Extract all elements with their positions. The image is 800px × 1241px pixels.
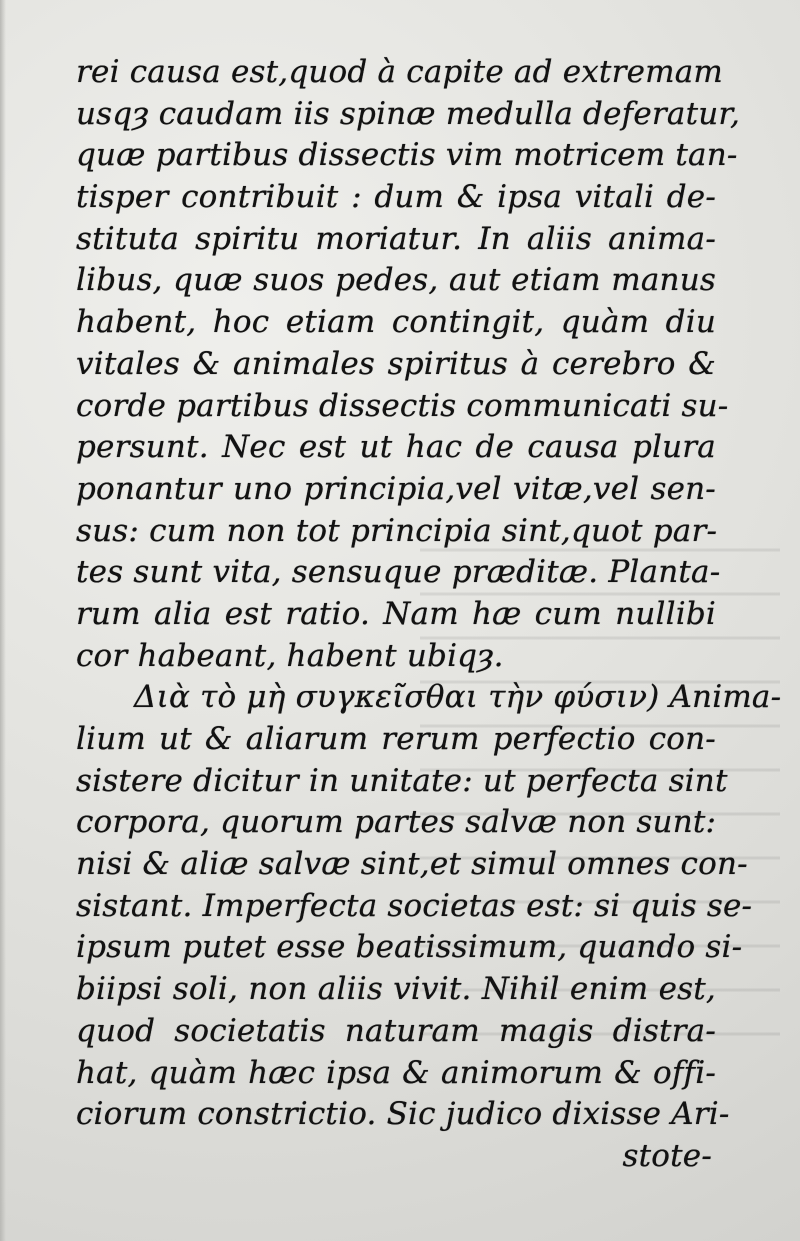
text-line: cor habeant, habent ubiqȝ. xyxy=(76,637,504,674)
text-line: ciorum constrictio. Sic judico dixisse Ari- xyxy=(76,1096,730,1133)
text-line: corde partibus dissectis communicati su- xyxy=(76,387,729,424)
text-line: lium ut & aliarum rerum perfectio con- xyxy=(76,721,716,757)
text-line: tes sunt vita, sensuque præditæ. Planta- xyxy=(76,554,721,591)
page-edge-shadow xyxy=(0,0,6,1241)
text-line: rei causa est,quod à capite ad extremam xyxy=(76,54,724,90)
catchword: stote- xyxy=(622,1137,712,1174)
text-line: tisper contribuit : dum & ipsa vitali de- xyxy=(76,179,716,216)
text-line: quod societatis naturam magis distra- xyxy=(76,1012,716,1049)
text-line: stituta spiritu moriatur. In aliis anima- xyxy=(76,220,716,257)
text-line: persunt. Nec est ut hac de causa plura xyxy=(76,429,716,466)
text-line: nisi & aliæ salvæ sint,et simul omnes con- xyxy=(76,846,748,883)
text-line: habent, hoc etiam contingit, quàm diu xyxy=(76,304,716,341)
text-line: libus, quæ suos pedes, aut etiam manus xyxy=(76,262,716,299)
text-line: sistant. Imperfecta societas est: si quis se- xyxy=(76,887,753,924)
body-text xyxy=(76,52,782,1178)
text-line: ponantur uno principia,vel vitæ,vel sen- xyxy=(76,470,716,507)
text-line: sistere dicitur in unitate: ut perfecta sint xyxy=(76,762,728,799)
text-line: usqȝ caudam iis spinæ medulla deferatur, xyxy=(76,95,741,132)
text-line: biipsi soli, non aliis vivit. Nihil enim est, xyxy=(76,971,716,1008)
greek-lemma-line: Διὰ τὸ μὴ συγκεῖσθαι τὴν φύσιν) Anima- xyxy=(134,679,782,716)
text-line: quæ partibus dissectis vim motricem tan- xyxy=(76,137,738,174)
text-line: corpora, quorum partes salvæ non sunt: xyxy=(76,804,717,841)
text-line: rum alia est ratio. Nam hæ cum nullibi xyxy=(76,595,716,632)
text-line: ipsum putet esse beatissimum, quando si- xyxy=(76,929,743,966)
text-line: sus: cum non tot principia sint,quot par- xyxy=(76,512,718,549)
text-line: vitales & animales spiritus à cerebro & xyxy=(76,345,716,382)
text-line: hat, quàm hæc ipsa & animorum & offi- xyxy=(76,1054,716,1091)
